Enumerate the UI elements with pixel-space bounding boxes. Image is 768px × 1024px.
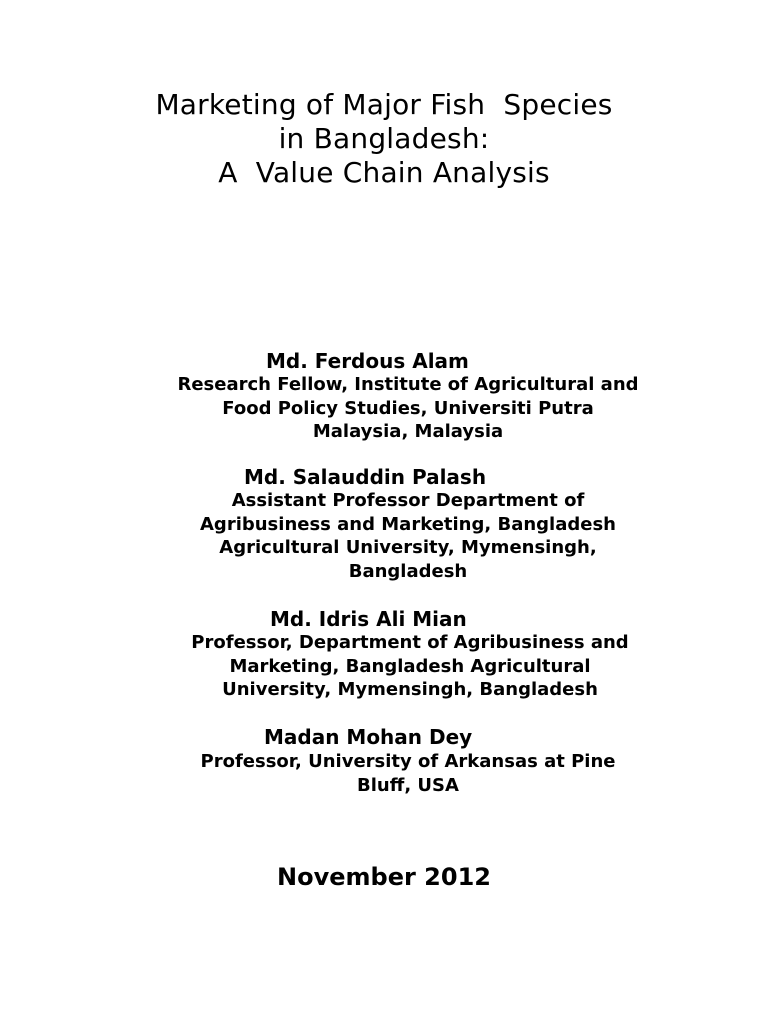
affiliation-line: Agricultural University, Mymensingh, xyxy=(219,537,597,558)
affiliation-line: Marketing, Bangladesh Agricultural xyxy=(229,655,591,677)
author-affiliation-4 xyxy=(108,750,708,797)
affiliation-line: Professor, University of Arkansas at Pine xyxy=(200,751,616,772)
affiliation-line: Bangladesh xyxy=(348,560,468,582)
publication-date: November 2012 xyxy=(277,863,491,891)
title-line-3: A Value Chain Analysis xyxy=(218,156,550,189)
author-name-3: Md. Idris Ali Mian xyxy=(270,607,467,631)
affiliation-line: Food Policy Studies, Universiti Putra xyxy=(222,397,594,419)
author-name-2: Md. Salauddin Palash xyxy=(244,465,487,489)
affiliation-line: Agribusiness and Marketing, Bangladesh xyxy=(200,513,616,535)
author-affiliation-1 xyxy=(108,373,708,444)
author-name-1: Md. Ferdous Alam xyxy=(266,349,469,373)
affiliation-line: Bluff, USA xyxy=(357,774,459,796)
author-affiliation-3 xyxy=(110,631,710,702)
affiliation-line: Professor, Department of Agribusiness and xyxy=(191,632,629,653)
affiliation-line: Research Fellow, Institute of Agricultural and xyxy=(177,374,639,395)
title-line-2: in Bangladesh: xyxy=(278,122,490,155)
document-title xyxy=(0,88,768,190)
affiliation-line: Malaysia, Malaysia xyxy=(312,421,504,442)
affiliation-line: University, Mymensingh, Bangladesh xyxy=(222,679,598,700)
author-affiliation-2 xyxy=(108,489,708,583)
author-name-4: Madan Mohan Dey xyxy=(264,725,473,749)
title-line-1: Marketing of Major Fish Species xyxy=(155,88,613,121)
affiliation-line: Assistant Professor Department of xyxy=(231,490,585,511)
